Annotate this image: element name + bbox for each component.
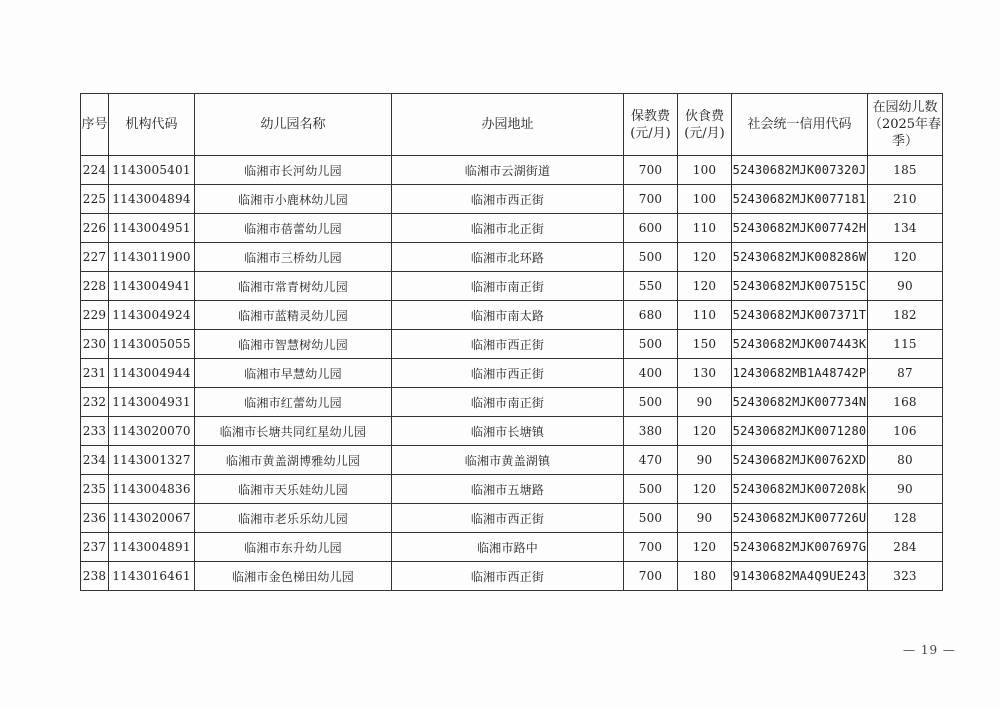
- cell-address: 临湘市北环路: [392, 243, 624, 272]
- table-row: [81, 301, 943, 330]
- cell-tuition: 500: [624, 475, 678, 504]
- cell-org-code: 1143004924: [109, 301, 195, 330]
- table-row: [81, 417, 943, 446]
- cell-address: 临湘市黄盖湖镇: [392, 446, 624, 475]
- cell-name: 临湘市长塘共同红星幼儿园: [195, 417, 392, 446]
- cell-seq: 234: [81, 446, 109, 475]
- cell-enrollment: 185: [868, 156, 943, 185]
- table-row: [81, 243, 943, 272]
- cell-address: 临湘市西正街: [392, 562, 624, 591]
- cell-tuition: 680: [624, 301, 678, 330]
- table-row: [81, 272, 943, 301]
- cell-credit-code: 52430682MJK007371T: [732, 301, 868, 330]
- cell-org-code: 1143020070: [109, 417, 195, 446]
- cell-meal: 120: [678, 475, 732, 504]
- cell-enrollment: 284: [868, 533, 943, 562]
- cell-name: 临湘市红蕾幼儿园: [195, 388, 392, 417]
- cell-org-code: 1143004836: [109, 475, 195, 504]
- cell-credit-code: 52430682MJK0077181: [732, 185, 868, 214]
- cell-credit-code: 52430682MJK007443K: [732, 330, 868, 359]
- table-body: [81, 156, 943, 591]
- header-name: 幼儿园名称: [195, 94, 392, 156]
- table-row: [81, 446, 943, 475]
- cell-enrollment: 80: [868, 446, 943, 475]
- cell-enrollment: 323: [868, 562, 943, 591]
- cell-seq: 238: [81, 562, 109, 591]
- cell-enrollment: 87: [868, 359, 943, 388]
- cell-org-code: 1143004951: [109, 214, 195, 243]
- kindergarten-table: [80, 93, 943, 591]
- cell-org-code: 1143005401: [109, 156, 195, 185]
- cell-name: 临湘市天乐娃幼儿园: [195, 475, 392, 504]
- table-row: [81, 388, 943, 417]
- cell-seq: 233: [81, 417, 109, 446]
- cell-tuition: 700: [624, 533, 678, 562]
- cell-name: 临湘市长河幼儿园: [195, 156, 392, 185]
- cell-seq: 229: [81, 301, 109, 330]
- header-credit-code: 社会统一信用代码: [732, 94, 868, 156]
- table-row: [81, 156, 943, 185]
- cell-seq: 236: [81, 504, 109, 533]
- cell-credit-code: 52430682MJK007697G: [732, 533, 868, 562]
- cell-meal: 100: [678, 185, 732, 214]
- cell-address: 临湘市南正街: [392, 388, 624, 417]
- cell-enrollment: 128: [868, 504, 943, 533]
- cell-address: 临湘市云湖街道: [392, 156, 624, 185]
- cell-address: 临湘市西正街: [392, 504, 624, 533]
- table-row: [81, 475, 943, 504]
- cell-tuition: 500: [624, 243, 678, 272]
- cell-address: 临湘市西正街: [392, 359, 624, 388]
- cell-seq: 225: [81, 185, 109, 214]
- cell-meal: 120: [678, 272, 732, 301]
- cell-credit-code: 52430682MJK007208k: [732, 475, 868, 504]
- cell-tuition: 700: [624, 156, 678, 185]
- cell-name: 临湘市蓝精灵幼儿园: [195, 301, 392, 330]
- cell-meal: 90: [678, 388, 732, 417]
- table-row: [81, 330, 943, 359]
- cell-meal: 150: [678, 330, 732, 359]
- cell-enrollment: 182: [868, 301, 943, 330]
- cell-org-code: 1143005055: [109, 330, 195, 359]
- cell-address: 临湘市五塘路: [392, 475, 624, 504]
- header-tuition: 保教费(元/月): [624, 94, 678, 156]
- cell-name: 临湘市小鹿林幼儿园: [195, 185, 392, 214]
- cell-tuition: 700: [624, 185, 678, 214]
- cell-meal: 120: [678, 243, 732, 272]
- table-row: [81, 359, 943, 388]
- cell-meal: 120: [678, 417, 732, 446]
- cell-credit-code: 52430682MJK0071280: [732, 417, 868, 446]
- cell-seq: 232: [81, 388, 109, 417]
- table-row: [81, 562, 943, 591]
- cell-meal: 180: [678, 562, 732, 591]
- cell-org-code: 1143016461: [109, 562, 195, 591]
- cell-tuition: 500: [624, 330, 678, 359]
- cell-enrollment: 106: [868, 417, 943, 446]
- cell-address: 临湘市南正街: [392, 272, 624, 301]
- cell-tuition: 400: [624, 359, 678, 388]
- cell-credit-code: 52430682MJK007515C: [732, 272, 868, 301]
- cell-seq: 230: [81, 330, 109, 359]
- cell-enrollment: 210: [868, 185, 943, 214]
- cell-tuition: 500: [624, 504, 678, 533]
- cell-name: 临湘市三桥幼儿园: [195, 243, 392, 272]
- cell-tuition: 470: [624, 446, 678, 475]
- cell-address: 临湘市路中: [392, 533, 624, 562]
- cell-address: 临湘市长塘镇: [392, 417, 624, 446]
- cell-name: 临湘市老乐乐幼儿园: [195, 504, 392, 533]
- cell-tuition: 380: [624, 417, 678, 446]
- cell-seq: 235: [81, 475, 109, 504]
- cell-address: 临湘市南太路: [392, 301, 624, 330]
- table-row: [81, 504, 943, 533]
- cell-seq: 228: [81, 272, 109, 301]
- table-row: [81, 533, 943, 562]
- cell-name: 临湘市智慧树幼儿园: [195, 330, 392, 359]
- table-header-row: [81, 94, 943, 156]
- cell-org-code: 1143004891: [109, 533, 195, 562]
- cell-meal: 90: [678, 504, 732, 533]
- cell-tuition: 550: [624, 272, 678, 301]
- cell-enrollment: 115: [868, 330, 943, 359]
- header-seq: 序号: [81, 94, 109, 156]
- cell-name: 临湘市早慧幼儿园: [195, 359, 392, 388]
- cell-org-code: 1143004894: [109, 185, 195, 214]
- cell-org-code: 1143001327: [109, 446, 195, 475]
- cell-meal: 130: [678, 359, 732, 388]
- cell-seq: 231: [81, 359, 109, 388]
- cell-name: 临湘市东升幼儿园: [195, 533, 392, 562]
- cell-seq: 237: [81, 533, 109, 562]
- cell-meal: 110: [678, 214, 732, 243]
- cell-enrollment: 120: [868, 243, 943, 272]
- cell-meal: 120: [678, 533, 732, 562]
- header-enrollment: 在园幼儿数（2025年春季）: [868, 94, 943, 156]
- cell-tuition: 600: [624, 214, 678, 243]
- cell-credit-code: 52430682MJK007734N: [732, 388, 868, 417]
- cell-org-code: 1143020067: [109, 504, 195, 533]
- cell-org-code: 1143004941: [109, 272, 195, 301]
- cell-credit-code: 91430682MA4Q9UE243: [732, 562, 868, 591]
- cell-enrollment: 168: [868, 388, 943, 417]
- cell-name: 临湘市蓓蕾幼儿园: [195, 214, 392, 243]
- header-address: 办园地址: [392, 94, 624, 156]
- cell-org-code: 1143004944: [109, 359, 195, 388]
- cell-seq: 224: [81, 156, 109, 185]
- cell-name: 临湘市常青树幼儿园: [195, 272, 392, 301]
- header-org-code: 机构代码: [109, 94, 195, 156]
- cell-seq: 227: [81, 243, 109, 272]
- cell-credit-code: 12430682MB1A48742P: [732, 359, 868, 388]
- table-row: [81, 185, 943, 214]
- cell-enrollment: 90: [868, 272, 943, 301]
- cell-meal: 110: [678, 301, 732, 330]
- cell-credit-code: 52430682MJK00762XD: [732, 446, 868, 475]
- cell-org-code: 1143011900: [109, 243, 195, 272]
- cell-meal: 90: [678, 446, 732, 475]
- cell-credit-code: 52430682MJK007726U: [732, 504, 868, 533]
- cell-enrollment: 90: [868, 475, 943, 504]
- cell-credit-code: 52430682MJK007320J: [732, 156, 868, 185]
- cell-enrollment: 134: [868, 214, 943, 243]
- page-number: — 19 —: [903, 643, 956, 657]
- cell-org-code: 1143004931: [109, 388, 195, 417]
- cell-name: 临湘市金色梯田幼儿园: [195, 562, 392, 591]
- cell-name: 临湘市黄盖湖博雅幼儿园: [195, 446, 392, 475]
- cell-tuition: 700: [624, 562, 678, 591]
- table-row: [81, 214, 943, 243]
- header-meal: 伙食费(元/月): [678, 94, 732, 156]
- cell-credit-code: 52430682MJK008286W: [732, 243, 868, 272]
- cell-address: 临湘市北正街: [392, 214, 624, 243]
- cell-tuition: 500: [624, 388, 678, 417]
- cell-meal: 100: [678, 156, 732, 185]
- cell-seq: 226: [81, 214, 109, 243]
- cell-address: 临湘市西正街: [392, 185, 624, 214]
- cell-address: 临湘市西正街: [392, 330, 624, 359]
- cell-credit-code: 52430682MJK007742H: [732, 214, 868, 243]
